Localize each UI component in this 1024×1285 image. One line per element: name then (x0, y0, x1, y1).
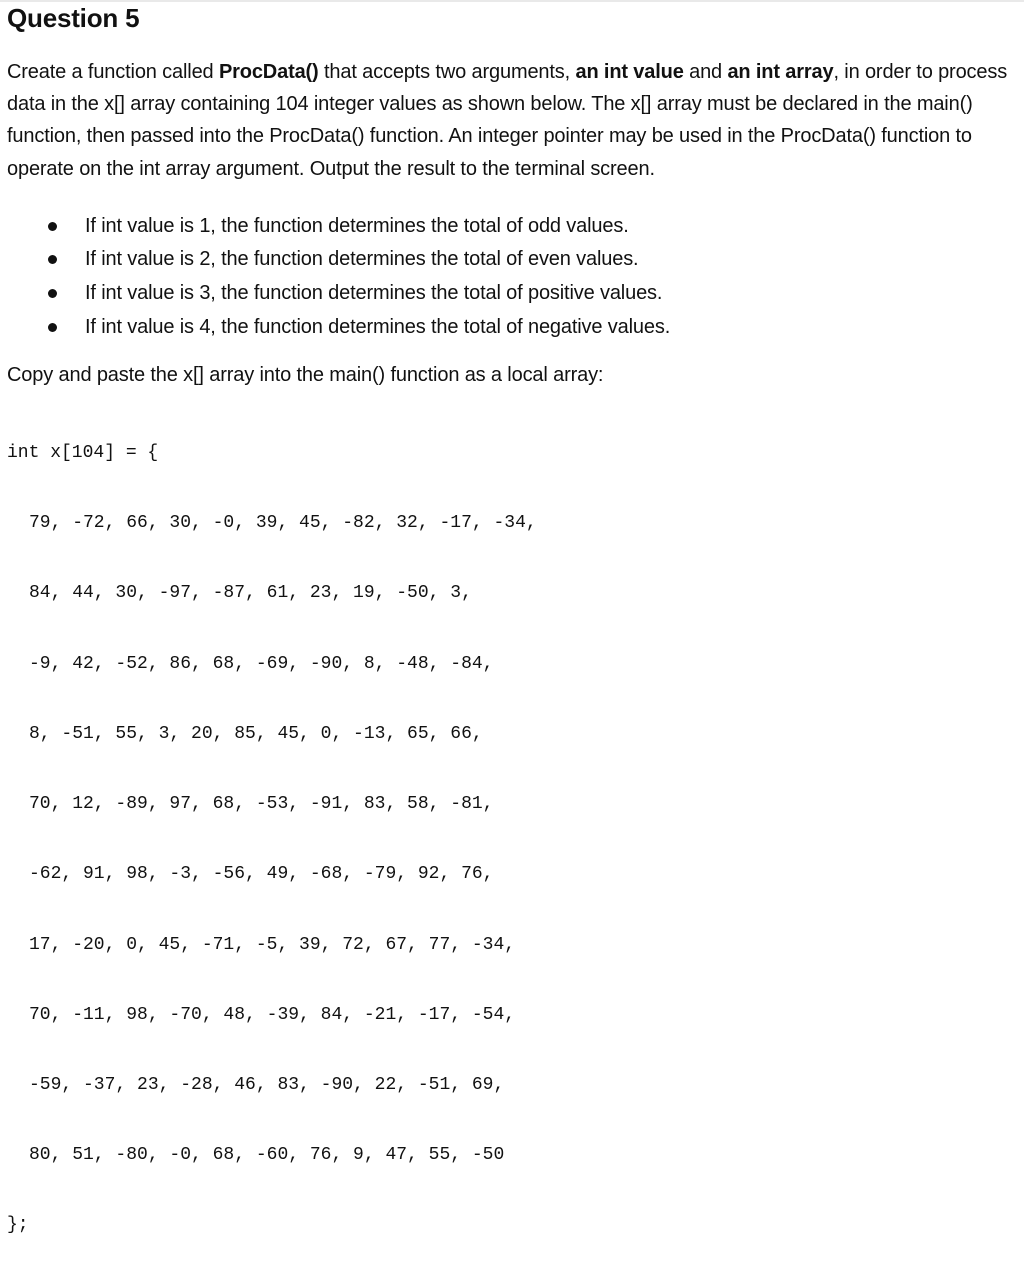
rule-text: If int value is 1, the function determines the total of odd values. (85, 214, 629, 237)
code-block (7, 395, 1017, 1284)
code-row: 17, -20, 0, 45, -71, -5, 39, 72, 67, 77, -34, (29, 934, 516, 955)
code-row: 70, -11, 98, -70, 48, -39, 84, -21, -17, -54, (29, 1004, 516, 1025)
function-name: ProcData() (218, 61, 319, 83)
code-row: -59, -37, 23, -28, 46, 83, -90, 22, -51, 69, (29, 1074, 505, 1095)
code-row: 84, 44, 30, -97, -87, 61, 23, 19, -50, 3, (29, 583, 472, 604)
rule-item (7, 277, 1017, 311)
intro-text-1: Create a function called (7, 61, 219, 83)
copy-instruction: Copy and paste the x[] array into the main() function as a local array: (7, 364, 604, 387)
bullet-icon (48, 222, 57, 231)
code-header: int x[104] = { (7, 443, 159, 463)
intro-text-4: , in order to process data in the x[] array containing 104 integer values as shown below. The x[] array must be declared in the main() function, then passed into the ProcData() function. An integer pointer may be used in the ProcData() function to operate on the int array argument. Output the result to the terminal screen. (7, 61, 1008, 180)
code-row: 80, 51, -80, -0, 68, -60, 76, 9, 47, 55, -50 (29, 1145, 505, 1166)
rule-text: If int value is 2, the function determines the total of even values. (85, 248, 639, 271)
code-footer: }; (7, 1215, 29, 1236)
bullet-icon (48, 255, 57, 264)
code-row: -62, 91, 98, -3, -56, 49, -68, -79, 92, 76, (29, 864, 494, 885)
rule-text: If int value is 4, the function determines the total of negative values. (85, 315, 671, 338)
bullet-icon (48, 289, 57, 298)
code-row: 79, -72, 66, 30, -0, 39, 45, -82, 32, -17, -34, (29, 513, 537, 534)
document-body (7, 0, 1017, 1285)
bullet-icon (48, 323, 57, 332)
argument-int-value: an int value (575, 61, 684, 83)
rule-item (7, 311, 1017, 345)
argument-int-array: an int array (727, 61, 834, 83)
code-row: 8, -51, 55, 3, 20, 85, 45, 0, -13, 65, 66, (29, 723, 483, 744)
code-row: 70, 12, -89, 97, 68, -53, -91, 83, 58, -81, (29, 794, 494, 815)
rule-item (7, 210, 1017, 244)
question-title: Question 5 (7, 3, 140, 33)
intro-text-2: that accepts two arguments, (318, 61, 576, 83)
code-row: -9, 42, -52, 86, 68, -69, -90, 8, -48, -84, (29, 653, 494, 674)
rule-text: If int value is 3, the function determines the total of positive values. (85, 282, 663, 304)
rule-item (7, 243, 1017, 277)
intro-text-3: and (683, 61, 728, 83)
intro-paragraph (7, 56, 1017, 185)
rules-list (7, 210, 1017, 344)
